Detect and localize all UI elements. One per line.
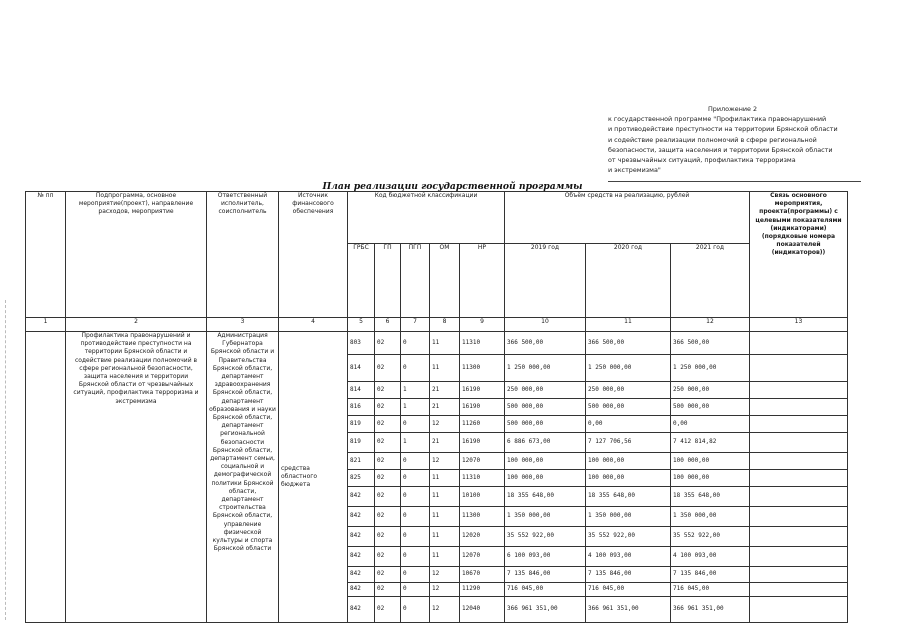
program-cell: Профилактика правонарушений и противодействие преступности на территории Брянской области и содействие реализации полномочий в сфере региональной безопасности, защита населения и территории Брянской области от чрезвычайных ситуаций, профилактика терроризма и экстремизма xyxy=(66,332,207,623)
cell-om: 11 xyxy=(430,547,460,567)
cell-nr: 11310 xyxy=(460,332,505,355)
executor-cell: Администрация Губернатора Брянской области и Правительства Брянской области, департамент здравоохранения Брянской области, департамент образования и науки Брянской области, департамент региональной безопасности Брянской области, департамент семьи, социальной и демографической политики Брянской области, департамент строительства Брянской области, управление физической культуры и спорта Брянской области xyxy=(207,332,279,623)
cell-y2019: 500 000,00 xyxy=(505,399,586,416)
cell-y2021: 250 000,00 xyxy=(671,382,750,399)
cell-y2019: 1 250 000,00 xyxy=(505,355,586,382)
cell-y2020: 366 961 351,00 xyxy=(586,597,671,623)
cell-link xyxy=(750,487,848,507)
header-program: Подпрограмма, основное мероприятие(проект), направление расходов, мероприятие xyxy=(66,192,207,318)
cell-y2021: 35 552 922,00 xyxy=(671,527,750,547)
cell-y2021: 716 045,00 xyxy=(671,583,750,597)
cell-pgp: 0 xyxy=(401,355,430,382)
cell-link xyxy=(750,470,848,487)
cell-y2019: 100 000,00 xyxy=(505,453,586,470)
cell-om: 11 xyxy=(430,470,460,487)
appendix-line: и экстремизма" xyxy=(608,166,661,175)
cell-y2019: 366 500,00 xyxy=(505,332,586,355)
cell-y2019: 6 100 093,00 xyxy=(505,547,586,567)
cell-y2020: 716 045,00 xyxy=(586,583,671,597)
cell-om: 11 xyxy=(430,487,460,507)
plan-title: План реализации государственной программы xyxy=(322,181,583,192)
cell-y2019: 7 135 846,00 xyxy=(505,567,586,583)
column-number: 13 xyxy=(750,318,848,332)
cell-y2019: 6 886 673,00 xyxy=(505,433,586,453)
cell-y2021: 366 961 351,00 xyxy=(671,597,750,623)
cell-link xyxy=(750,332,848,355)
cell-nr: 12070 xyxy=(460,547,505,567)
cell-nr: 11260 xyxy=(460,416,505,433)
cell-grbs: 842 xyxy=(348,487,375,507)
cell-nr: 10670 xyxy=(460,567,505,583)
cell-grbs: 825 xyxy=(348,470,375,487)
cell-y2020: 7 135 846,00 xyxy=(586,567,671,583)
cell-gp: 02 xyxy=(375,355,401,382)
header-2019: 2019 год xyxy=(505,244,586,318)
cell-link xyxy=(750,597,848,623)
cell-link xyxy=(750,433,848,453)
cell-y2019: 366 961 351,00 xyxy=(505,597,586,623)
column-number: 9 xyxy=(460,318,505,332)
cell-grbs: 819 xyxy=(348,416,375,433)
cell-y2021: 1 250 000,00 xyxy=(671,355,750,382)
cell-grbs: 842 xyxy=(348,527,375,547)
column-number: 12 xyxy=(671,318,750,332)
cell-nr: 10100 xyxy=(460,487,505,507)
header-gp: ГП xyxy=(375,244,401,318)
cell-om: 11 xyxy=(430,507,460,527)
appendix-line: и содействие реализации полномочий в сфере региональной xyxy=(608,135,817,144)
appendix-line: от чрезвычайных ситуаций, профилактика терроризма xyxy=(608,156,796,165)
cell-nr: 11300 xyxy=(460,507,505,527)
cell-pgp: 0 xyxy=(401,547,430,567)
appendix-line: и противодействие преступности на территории Брянской области xyxy=(608,125,838,134)
header-volume: Объём средств на реализацию, рублей xyxy=(505,192,750,244)
cell-grbs: 819 xyxy=(348,433,375,453)
cell-om: 12 xyxy=(430,583,460,597)
column-number-row xyxy=(26,318,848,332)
cell-nr: 11290 xyxy=(460,583,505,597)
cell-y2021: 366 500,00 xyxy=(671,332,750,355)
cell-pgp: 1 xyxy=(401,433,430,453)
cell-nr: 16190 xyxy=(460,382,505,399)
plan-table xyxy=(25,191,848,623)
cell-pgp: 0 xyxy=(401,487,430,507)
column-number: 1 xyxy=(26,318,66,332)
cell-y2019: 100 000,00 xyxy=(505,470,586,487)
cell-om: 21 xyxy=(430,382,460,399)
table-row xyxy=(26,332,848,355)
cell-nr: 16190 xyxy=(460,433,505,453)
cell-nr: 16190 xyxy=(460,399,505,416)
cell-gp: 02 xyxy=(375,527,401,547)
cell-y2020: 250 000,00 xyxy=(586,382,671,399)
cell-nr: 12040 xyxy=(460,597,505,623)
cell-gp: 02 xyxy=(375,507,401,527)
cell-pgp: 0 xyxy=(401,507,430,527)
appendix-note xyxy=(608,104,868,175)
cell-y2020: 100 000,00 xyxy=(586,470,671,487)
cell-y2020: 366 500,00 xyxy=(586,332,671,355)
cell-y2021: 7 135 846,00 xyxy=(671,567,750,583)
cell-y2021: 100 000,00 xyxy=(671,453,750,470)
column-number: 2 xyxy=(66,318,207,332)
cell-y2020: 4 100 093,00 xyxy=(586,547,671,567)
cell-y2020: 500 000,00 xyxy=(586,399,671,416)
source-cell: средства областного бюджета xyxy=(279,332,348,623)
cell-pgp: 1 xyxy=(401,382,430,399)
cell-gp: 02 xyxy=(375,567,401,583)
cell-nr: 12070 xyxy=(460,453,505,470)
column-number: 4 xyxy=(279,318,348,332)
cell-y2021: 7 412 814,82 xyxy=(671,433,750,453)
cell-y2019: 716 045,00 xyxy=(505,583,586,597)
cell-link xyxy=(750,507,848,527)
cell-gp: 02 xyxy=(375,487,401,507)
column-number: 3 xyxy=(207,318,279,332)
cell-pgp: 0 xyxy=(401,567,430,583)
cell-y2019: 35 552 922,00 xyxy=(505,527,586,547)
appendix-title: Приложение 2 xyxy=(708,105,758,113)
cell-pgp: 0 xyxy=(401,583,430,597)
cell-grbs: 842 xyxy=(348,583,375,597)
cell-y2021: 18 355 648,00 xyxy=(671,487,750,507)
cell-grbs: 842 xyxy=(348,597,375,623)
cell-y2021: 100 000,00 xyxy=(671,470,750,487)
header-pgp: ПГП xyxy=(401,244,430,318)
cell-y2021: 4 100 093,00 xyxy=(671,547,750,567)
cell-om: 11 xyxy=(430,332,460,355)
cell-link xyxy=(750,453,848,470)
cell-y2021: 0,00 xyxy=(671,416,750,433)
header-nr: НР xyxy=(460,244,505,318)
header-executor: Ответственный исполнитель, соисполнитель xyxy=(207,192,279,318)
cell-pgp: 0 xyxy=(401,527,430,547)
cell-link xyxy=(750,547,848,567)
cell-gp: 02 xyxy=(375,382,401,399)
cell-y2020: 35 552 922,00 xyxy=(586,527,671,547)
cell-om: 21 xyxy=(430,433,460,453)
cell-y2021: 500 000,00 xyxy=(671,399,750,416)
cell-y2020: 7 127 706,56 xyxy=(586,433,671,453)
column-number: 5 xyxy=(348,318,375,332)
cell-gp: 02 xyxy=(375,597,401,623)
cell-nr: 12020 xyxy=(460,527,505,547)
cell-grbs: 842 xyxy=(348,567,375,583)
cell-link xyxy=(750,567,848,583)
cell-grbs: 814 xyxy=(348,382,375,399)
cell-y2020: 0,00 xyxy=(586,416,671,433)
cell-gp: 02 xyxy=(375,470,401,487)
cell-gp: 02 xyxy=(375,433,401,453)
cell-y2019: 250 000,00 xyxy=(505,382,586,399)
cell-nr: 11300 xyxy=(460,355,505,382)
cell-grbs: 803 xyxy=(348,332,375,355)
cell-pgp: 0 xyxy=(401,332,430,355)
cell-om: 12 xyxy=(430,453,460,470)
cell-gp: 02 xyxy=(375,583,401,597)
header-grbs: ГРБС xyxy=(348,244,375,318)
cell-link xyxy=(750,399,848,416)
cell-grbs: 842 xyxy=(348,547,375,567)
cell-grbs: 816 xyxy=(348,399,375,416)
header-2020: 2020 год xyxy=(586,244,671,318)
header-num: № пп xyxy=(26,192,66,318)
header-2021: 2021 год xyxy=(671,244,750,318)
cell-nr: 11310 xyxy=(460,470,505,487)
cell-om: 11 xyxy=(430,355,460,382)
cell-gp: 02 xyxy=(375,453,401,470)
column-number: 8 xyxy=(430,318,460,332)
cell-link xyxy=(750,355,848,382)
cell-pgp: 1 xyxy=(401,399,430,416)
cell-om: 21 xyxy=(430,399,460,416)
column-number: 7 xyxy=(401,318,430,332)
cell-om: 12 xyxy=(430,597,460,623)
appendix-line: к государственной программе "Профилактика правонарушений xyxy=(608,115,827,124)
cell-gp: 02 xyxy=(375,399,401,416)
header-budget-code: Код бюджетной классификации xyxy=(348,192,505,244)
cell-y2021: 1 350 000,00 xyxy=(671,507,750,527)
cell-link xyxy=(750,382,848,399)
cell-om: 11 xyxy=(430,527,460,547)
cell-link xyxy=(750,527,848,547)
cell-gp: 02 xyxy=(375,332,401,355)
column-number: 6 xyxy=(375,318,401,332)
cell-om: 12 xyxy=(430,416,460,433)
cell-pgp: 0 xyxy=(401,416,430,433)
column-number: 10 xyxy=(505,318,586,332)
header-link: Связь основного мероприятия, проекта(программы) с целевыми показателями (индикаторами) (порядковые номера показателей (индикаторов)) xyxy=(750,192,848,318)
cell-y2020: 1 350 000,00 xyxy=(586,507,671,527)
cell-gp: 02 xyxy=(375,547,401,567)
page-edge-mark xyxy=(5,300,6,620)
cell-y2019: 500 000,00 xyxy=(505,416,586,433)
cell-pgp: 0 xyxy=(401,453,430,470)
cell-gp: 02 xyxy=(375,416,401,433)
cell-om: 12 xyxy=(430,567,460,583)
cell-pgp: 0 xyxy=(401,597,430,623)
cell-link xyxy=(750,416,848,433)
cell-link xyxy=(750,583,848,597)
cell-y2020: 1 250 000,00 xyxy=(586,355,671,382)
cell-pgp: 0 xyxy=(401,470,430,487)
cell-y2020: 18 355 648,00 xyxy=(586,487,671,507)
cell-y2019: 1 350 000,00 xyxy=(505,507,586,527)
header-source: Источник финансового обеспечения xyxy=(279,192,348,318)
header-om: ОМ xyxy=(430,244,460,318)
appendix-line: безопасности, защита населения и территории Брянской области xyxy=(608,145,833,154)
cell-grbs: 842 xyxy=(348,507,375,527)
cell-grbs: 814 xyxy=(348,355,375,382)
cell-y2019: 18 355 648,00 xyxy=(505,487,586,507)
column-number: 11 xyxy=(586,318,671,332)
header-row-top xyxy=(26,192,848,244)
cell-grbs: 821 xyxy=(348,453,375,470)
cell-y2020: 100 000,00 xyxy=(586,453,671,470)
row-number-cell xyxy=(26,332,66,623)
